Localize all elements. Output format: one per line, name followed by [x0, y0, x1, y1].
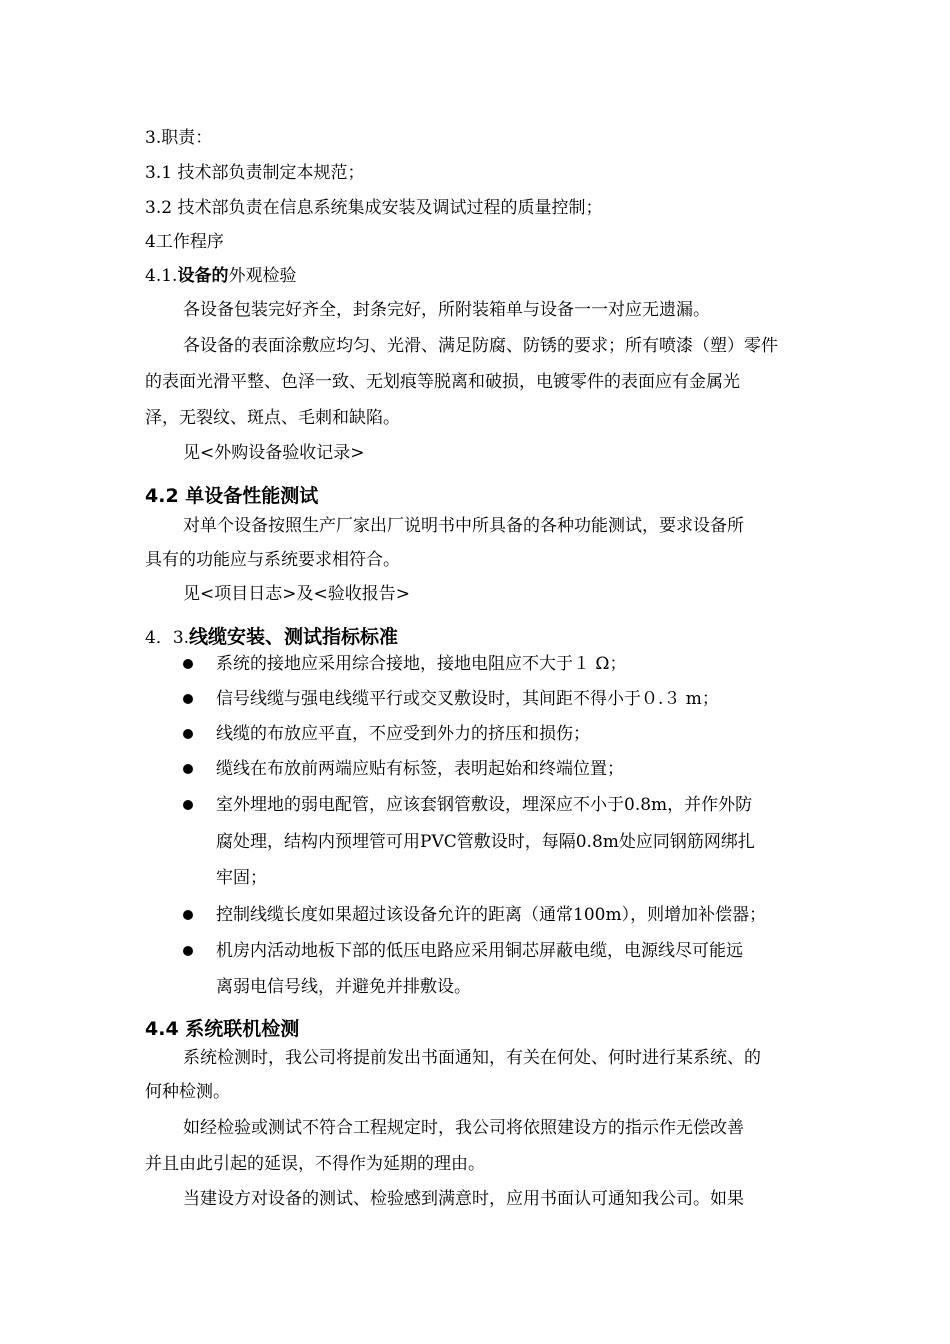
heading-4-1-bold: 设备的: [177, 266, 229, 286]
heading-4-4: 4.4 系统联机检测: [145, 1018, 300, 1040]
bullet-3-dot: [183, 729, 193, 739]
paragraph-4-1-b-line1: 各设备的表面涂敷应均匀、光滑、满足防腐、防锈的要求；所有喷漆（塑）零件: [183, 336, 778, 356]
bullet-5-text-line2: 腐处理，结构内预埋管可用PVC管敷设时，每隔0.8m处应同钢筋网绑扎: [216, 832, 755, 852]
bullet-7-text-line2: 离弱电信号线，并避免并排敷设。: [216, 977, 471, 997]
heading-4-1-rest: 外观检验: [228, 266, 297, 286]
heading-4-1: [145, 264, 296, 288]
heading-4-3-number: 4．3.: [145, 628, 190, 648]
paragraph-4-1-b-line3: 泽，无裂纹、斑点、毛刺和缺陷。: [145, 408, 400, 428]
heading-4-2: 4.2 单设备性能测试: [145, 485, 319, 507]
heading-4-3-text: 线缆安装、测试指标标准: [189, 626, 399, 648]
heading-4-1-number: 4.1.: [145, 266, 178, 286]
paragraph-4-4-b-line2: 并且由此引起的延误，不得作为延期的理由。: [145, 1154, 485, 1174]
paragraph-4-2-b: 见<项目日志>及<验收报告>: [183, 584, 410, 604]
bullet-6-dot: [183, 910, 193, 920]
heading-4-3: [145, 624, 398, 651]
bullet-2-text: 信号线缆与强电线缆平行或交叉敷设时，其间距不得小于０.３ m；: [216, 689, 719, 709]
bullet-2-dot: [183, 694, 193, 704]
section-4-title: 4工作程序: [145, 232, 224, 252]
bullet-3-text: 线缆的布放应平直，不应受到外力的挤压和损伤；: [216, 724, 590, 744]
bullet-1-dot: [183, 659, 193, 669]
bullet-6-text: 控制线缆长度如果超过该设备允许的距离（通常100m），则增加补偿器；: [216, 905, 767, 925]
paragraph-4-2-a-line2: 具有的功能应与系统要求相符合。: [145, 550, 400, 570]
paragraph-4-4-b-line1: 如经检验或测试不符合工程规定时，我公司将依照建设方的指示作无偿改善: [183, 1118, 744, 1138]
bullet-5-text-line3: 牢固；: [216, 868, 267, 888]
paragraph-4-1-a: 各设备包装完好齐全，封条完好，所附装箱单与设备一一对应无遗漏。: [183, 300, 710, 320]
bullet-5-text-line1: 室外埋地的弱电配管，应该套钢管敷设，埋深应不小于0.8m，并作外防: [216, 795, 753, 815]
bullet-4-dot: [183, 764, 193, 774]
paragraph-4-4-a-line2: 何种检测。: [145, 1082, 230, 1102]
paragraph-4-4-a-line1: 系统检测时，我公司将提前发出书面通知，有关在何处、何时进行某系统、的: [183, 1048, 761, 1068]
paragraph-4-2-a-line1: 对单个设备按照生产厂家出厂说明书中所具备的各种功能测试，要求设备所: [183, 516, 744, 536]
bullet-7-text-line1: 机房内活动地板下部的低压电路应采用铜芯屏蔽电缆，电源线尽可能远: [216, 941, 743, 961]
bullet-1-text: 系统的接地应采用综合接地，接地电阻应不大于１ Ω；: [216, 654, 627, 674]
paragraph-4-1-b-line2: 的表面光滑平整、色泽一致、无划痕等脱离和破损，电镀零件的表面应有金属光: [145, 372, 740, 392]
item-3-2: 3.2 技术部负责在信息系统集成安装及调试过程的质量控制；: [145, 198, 603, 218]
item-3-1: 3.1 技术部负责制定本规范；: [145, 163, 365, 183]
bullet-5-dot: [183, 800, 193, 810]
paragraph-4-1-c: 见<外购设备验收记录>: [183, 443, 365, 463]
bullet-4-text: 缆线在布放前两端应贴有标签，表明起始和终端位置；: [216, 759, 624, 779]
section-3-title: 3.职责：: [145, 128, 213, 148]
bullet-7-dot: [183, 946, 193, 956]
paragraph-4-4-c: 当建设方对设备的测试、检验感到满意时，应用书面认可通知我公司。如果: [183, 1189, 744, 1209]
